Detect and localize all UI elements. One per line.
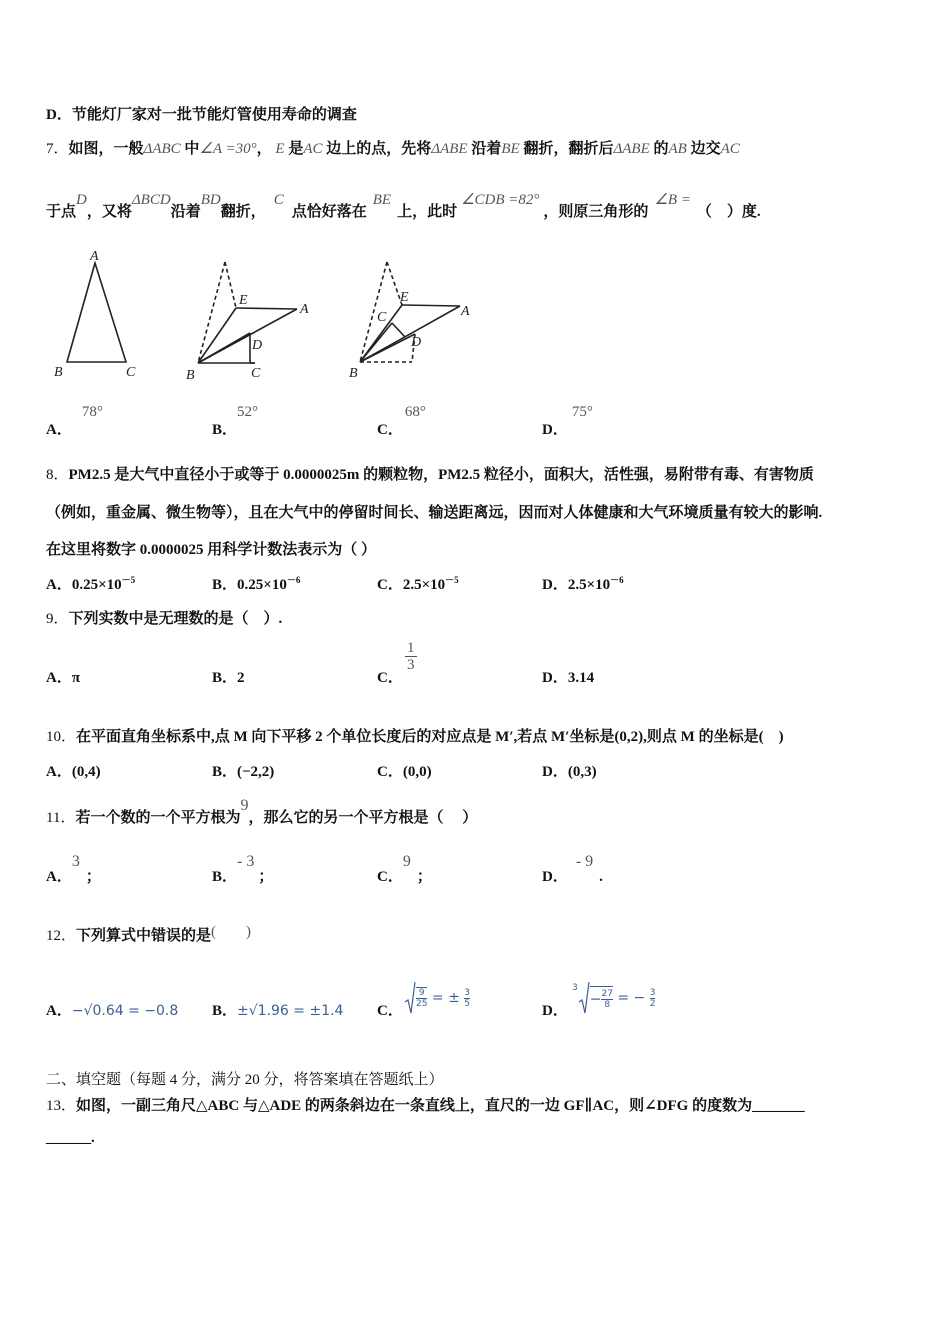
q7-option-b[interactable]: B．52° (212, 404, 259, 438)
cube-root-icon (578, 980, 590, 1016)
q13-number: 13． (46, 1098, 77, 1114)
q7-line2: 于点D，又将ΔBCD沿着BD翻折，C点恰好落在BE上，此时∠CDB =82°，则原三角形的∠B =（ ）度. (46, 192, 761, 220)
q7-option-c[interactable]: C．68° (377, 404, 426, 438)
q12-number: 12． (46, 928, 77, 944)
fig3-label-d: D (411, 335, 422, 350)
q11-line: 11．若一个数的一个平方根为9，那么它的另一个平方根是（ ） (46, 797, 478, 826)
fig3-label-a: A (461, 304, 470, 319)
q8-option-b[interactable]: B．$0.25\times 10^{-6}$ (212, 575, 301, 593)
q12-option-b[interactable]: B．±√1.96 = ±1.4 (212, 1003, 344, 1019)
q7-option-a[interactable]: A．78° (46, 404, 103, 438)
q11-option-b[interactable]: B．- 3； (212, 853, 274, 885)
q8-option-c[interactable]: C．$2.5\times 10^{-5}$ (377, 575, 459, 593)
fig1-label-a: A (90, 249, 99, 264)
q10-line: 10．在平面直角坐标系中,点 M 向下平移 2 个单位长度后的对应点是 M′,若点 M′坐标是(0,2),则点 M 的坐标是( ) (46, 729, 784, 745)
q9-option-a[interactable]: A．π (46, 670, 81, 686)
q10-option-a[interactable]: A．(0,4) (46, 764, 101, 780)
q9-option-c-fraction: $\frac{1}{3}$ (407, 640, 415, 673)
q11-option-c[interactable]: C．9； (377, 853, 432, 885)
section-title: 二、填空题（每题 4 分，满分 20 分，将答案填在答题纸上） (46, 1072, 444, 1088)
fig2-label-a: A (300, 302, 309, 317)
q7-figures (40, 245, 490, 385)
q12-option-d[interactable]: D． (542, 1003, 568, 1019)
q10-option-d[interactable]: D．(0,3) (542, 764, 597, 780)
q10-option-c[interactable]: C．(0,0) (377, 764, 432, 780)
q11-option-d[interactable]: D．- 9. (542, 853, 603, 885)
q8-line3: 在这里将数字 0.0000025 用科学计数法表示为（ ） (46, 542, 377, 558)
q11-option-a[interactable]: A．3； (46, 853, 101, 885)
prev-option-d: D．节能灯厂家对一批节能灯管使用寿命的调查 (46, 107, 357, 123)
q12-line: 12．下列算式中错误的是( ) (46, 924, 252, 944)
q7-line1: 7．如图，一般ΔABC 中∠A =30°， E 是AC 边上的点，先将ΔABE 沿着BE 翻折，翻折后ΔABE 的AB 边交AC (46, 141, 740, 157)
q9-option-c[interactable]: C． (377, 670, 403, 686)
q7-option-d[interactable]: D．75° (542, 404, 593, 438)
q9-option-b[interactable]: B．2 (212, 670, 245, 686)
fig3-label-b: B (349, 366, 358, 381)
sqrt-icon (404, 980, 416, 1016)
figure-fold-1 (198, 262, 297, 363)
q10-option-b[interactable]: B．(−2,2) (212, 764, 275, 780)
fig2-label-c: C (251, 366, 261, 381)
q12-option-d-expr: $^3$− $\frac{27}{8}$ = − $\frac{3}{2}$ (572, 980, 655, 1016)
q7-number: 7． (46, 141, 69, 157)
fig1-label-c: C (126, 365, 136, 380)
q13-line1: 13．如图，一副三角尺△ABC 与△ADE 的两条斜边在一条直线上，直尺的一边 GF∥AC，则∠DFG 的度数为_______ (46, 1098, 805, 1114)
q9-option-d[interactable]: D．3.14 (542, 670, 595, 686)
figure-fold-2 (360, 262, 460, 362)
q8-number: 8． (46, 467, 69, 483)
q11-number: 11． (46, 810, 76, 826)
q9-line: 9．下列实数中是无理数的是（ ）. (46, 611, 283, 627)
q8-line2: （例如，重金属、微生物等），且在大气中的停留时间长、输送距离远，因而对人体健康和大气环境质量有较大的影响. (46, 505, 823, 521)
fig1-label-b: B (54, 365, 63, 380)
q9-number: 9． (46, 611, 69, 627)
q8-line1: 8．PM2.5 是大气中直径小于或等于 0.0000025m 的颗粒物，PM2.5 粒径小，面积大，活性强，易附带有毒、有害物质 (46, 467, 814, 483)
q12-option-c[interactable]: C． (377, 1003, 403, 1019)
q12-option-c-expr: $\frac{9}{25}$ = ± $\frac{3}{5}$ (404, 980, 470, 1016)
q8-option-a[interactable]: A．$0.25\times 10^{-5}$ (46, 575, 136, 593)
figure-triangle-abc (67, 263, 126, 362)
q13-line2[interactable]: ______. (46, 1130, 95, 1146)
fig2-label-e: E (239, 293, 248, 308)
q12-option-a[interactable]: A．−√0.64 = −0.8 (46, 1003, 179, 1019)
fig2-label-b: B (186, 368, 195, 383)
fig3-label-e: E (400, 290, 409, 305)
fig2-label-d: D (252, 338, 263, 353)
fig3-label-c: C (377, 310, 387, 325)
q8-option-d[interactable]: D．$2.5\times 10^{-6}$ (542, 575, 624, 593)
q10-number: 10． (46, 729, 77, 745)
